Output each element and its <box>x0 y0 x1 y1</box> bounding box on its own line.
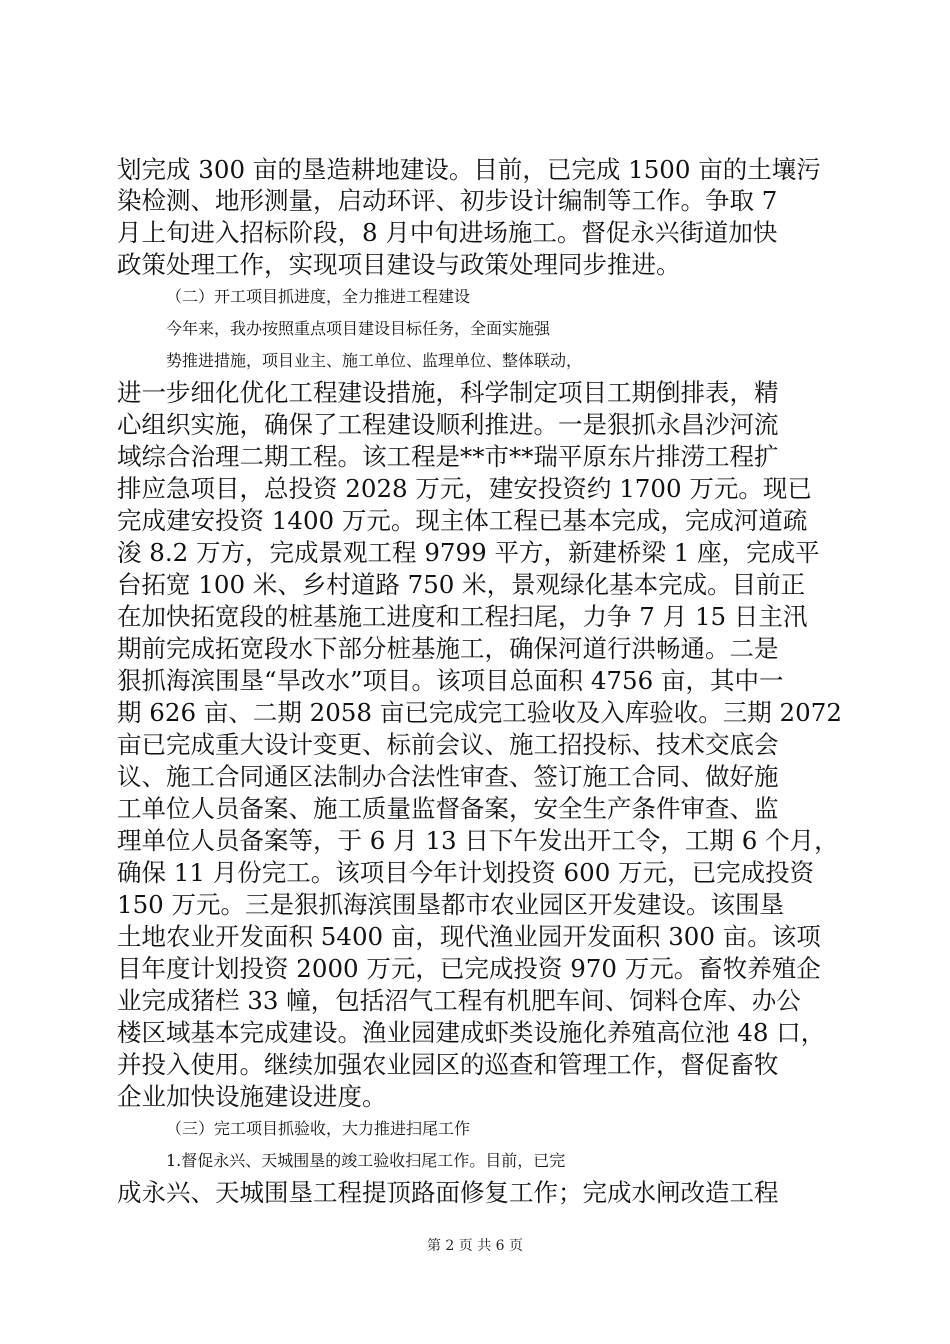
text-line: 浚 8.2 万方，完成景观工程 9799 平方，新建桥梁 1 座，完成平 <box>117 538 820 567</box>
text-line: 理单位人员备案等，于 6 月 13 日下午发出开工令，工期 6 个月， <box>117 826 839 855</box>
text-line: 狠抓海滨围垦“旱改水”项目。该项目总面积 4756 亩，其中一 <box>117 666 784 695</box>
text-line: 划完成 300 亩的垦造耕地建设。目前，已完成 1500 亩的土壤污 <box>117 155 821 184</box>
text-line: 目年度计划投资 2000 万元，已完成投资 970 万元。畜牧养殖企 <box>117 954 821 983</box>
text-line: 150 万元。三是狠抓海滨围垦都市农业园区开发建设。该围垦 <box>117 890 785 919</box>
text-line: 台拓宽 100 米、乡村道路 750 米，景观绿化基本完成。目前正 <box>117 570 806 599</box>
text-line: 势推进措施，项目业主、施工单位、监理单位、整体联动， <box>166 351 583 370</box>
text-line: 议、施工合同通区法制办合法性审查、签订施工合同、做好施 <box>117 762 779 791</box>
section-heading: （二）开工项目抓进度，全力推进工程建设 <box>166 287 471 306</box>
text-line: 确保 11 月份完工。该项目今年计划投资 600 万元，已完成投资 <box>117 858 815 887</box>
text-line: 亩已完成重大设计变更、标前会议、施工招投标、技术交底会 <box>117 730 779 759</box>
text-line: 完成建安投资 1400 万元。现主体工程已基本完成，完成河道疏 <box>117 506 808 535</box>
text-line: 期 626 亩、二期 2058 亩已完成完工验收及入库验收。三期 2072 <box>117 698 842 727</box>
text-line: 进一步细化优化工程建设措施，科学制定项目工期倒排表，精 <box>117 378 779 407</box>
text-line: 期前完成拓宽段水下部分桩基施工，确保河道行洪畅通。二是 <box>117 634 779 663</box>
text-line: 楼区域基本完成建设。渔业园建成虾类设施化养殖高位池 48 口， <box>117 1018 826 1047</box>
text-line: 并投入使用。继续加强农业园区的巡查和管理工作，督促畜牧 <box>117 1050 779 1079</box>
section-heading: （三）完工项目抓验收，大力推进扫尾工作 <box>166 1119 471 1138</box>
text-line: 1.督促永兴、天城围垦的竣工验收扫尾工作。目前，已完 <box>166 1151 566 1170</box>
text-line: 域综合治理二期工程。该工程是**市**瑞平原东片排涝工程扩 <box>117 442 779 471</box>
text-line: 排应急项目，总投资 2028 万元，建安投资约 1700 万元。现已 <box>117 474 812 503</box>
text-line: 成永兴、天城围垦工程提顶路面修复工作；完成水闸改造工程 <box>117 1178 779 1207</box>
text-line: 月上旬进入招标阶段，8 月中旬进场施工。督促永兴街道加快 <box>117 218 778 247</box>
text-line: 企业加快设施建设进度。 <box>117 1082 387 1111</box>
text-line: 染检测、地形测量，启动环评、初步设计编制等工作。争取 7 <box>117 186 778 215</box>
text-line: 工单位人员备案、施工质量监督备案，安全生产条件审查、监 <box>117 794 779 823</box>
text-line: 业完成猪栏 33 幢，包括沼气工程有机肥车间、饲料仓库、办公 <box>117 986 801 1015</box>
text-line: 政策处理工作，实现项目建设与政策处理同步推进。 <box>117 250 681 279</box>
text-line: 今年来，我办按照重点项目建设目标任务，全面实施强 <box>166 319 551 338</box>
text-line: 土地农业开发面积 5400 亩，现代渔业园开发面积 300 亩。该项 <box>117 922 821 951</box>
text-line: 心组织实施，确保了工程建设顺利推进。一是狠抓永昌沙河流 <box>117 410 779 439</box>
text-line: 在加快拓宽段的桩基施工进度和工程扫尾，力争 7 月 15 日主汛 <box>117 602 808 631</box>
page-number-footer: 第 2 页 共 6 页 <box>426 1238 524 1254</box>
